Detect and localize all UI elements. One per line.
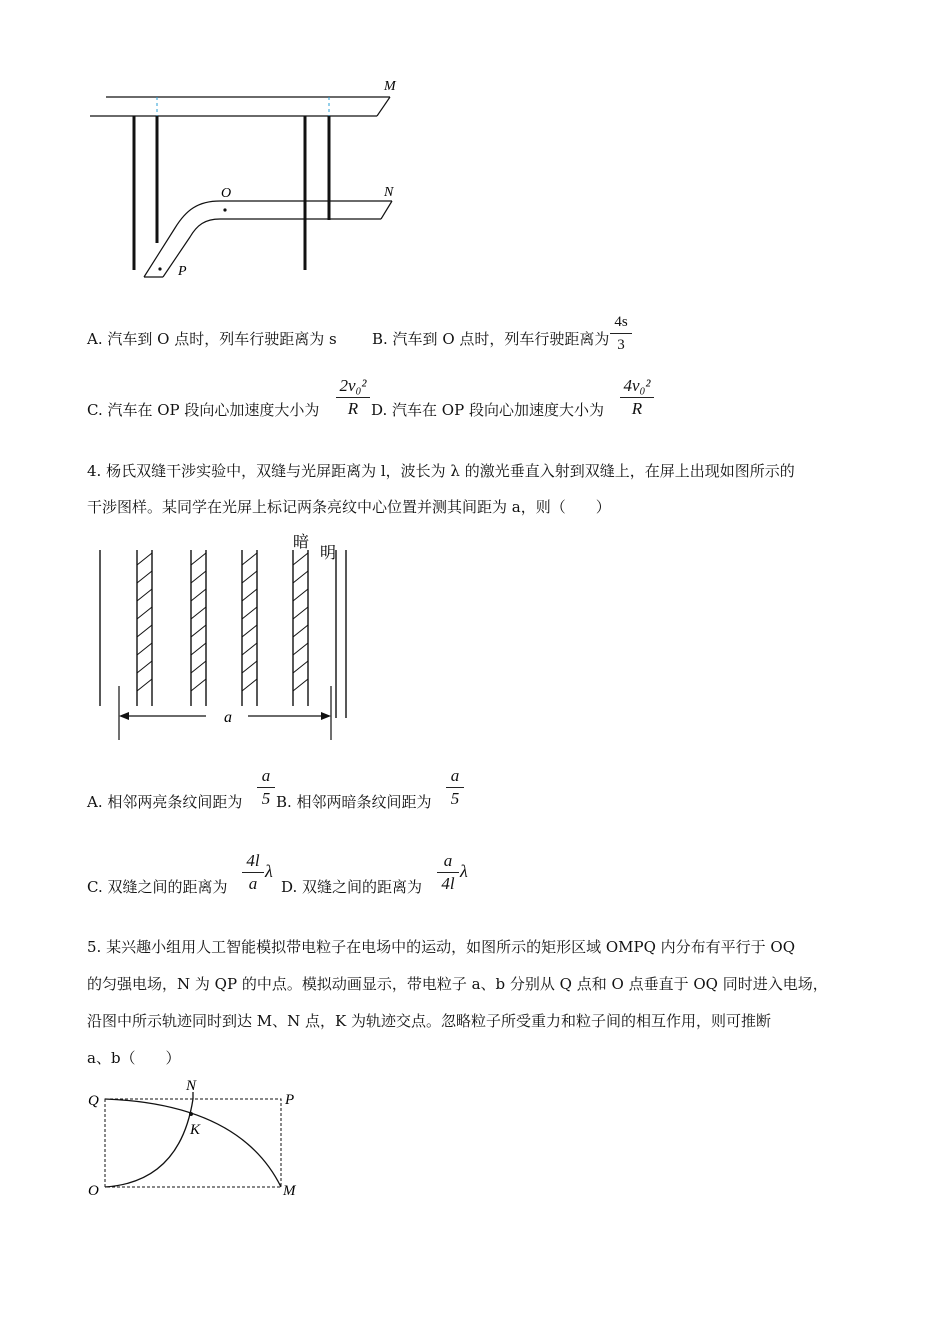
q4-option-b: B. 相邻两暗条纹间距为 — [276, 793, 432, 811]
figure-interference-pattern — [90, 528, 360, 746]
q5-stem-line-2: 的匀强电场，N 为 QP 的中点。模拟动画显示，带电粒子 a、b 分别从 Q 点和 O 点垂直于 OQ 同时进入电场， — [87, 975, 828, 993]
dashed-guides — [157, 97, 329, 116]
label-m: M — [283, 1183, 296, 1199]
label-o: O — [221, 186, 232, 201]
label-dark: 暗 — [293, 534, 310, 551]
figure-train-car — [80, 70, 410, 290]
q5-stem-line-4: a、b（ ） — [87, 1049, 181, 1067]
hatching — [137, 553, 308, 691]
q3-option-c: C. 汽车在 OP 段向心加速度大小为 — [87, 401, 320, 419]
q4-option-d-lambda: λ — [460, 861, 468, 881]
q4-option-c-lambda: λ — [265, 861, 273, 881]
label-q: Q — [88, 1093, 99, 1109]
region-ompq — [105, 1099, 281, 1187]
q4-stem-line-1: 4. 杨氏双缝干涉实验中，双缝与光屏距离为 l，波长为 λ 的激光垂直入射到双缝上，在屏上出现如图所示的 — [87, 462, 795, 480]
label-o: O — [88, 1183, 99, 1199]
q4-option-a: A. 相邻两亮条纹间距为 — [87, 793, 243, 811]
q5-stem-line-1: 5. 某兴趣小组用人工智能模拟带电粒子在电场中的运动，如图所示的矩形区域 OMPQ 内分布有平行于 OQ — [87, 938, 796, 956]
q3-option-a: A. 汽车到 O 点时，列车行驶距离为 s — [87, 330, 337, 348]
q3-option-d-fraction: 4v₀² R — [620, 376, 654, 419]
label-n: N — [384, 185, 394, 200]
label-m: M — [384, 79, 396, 94]
q4-option-d: D. 双缝之间的距离为 — [281, 878, 423, 896]
q3-option-b-fraction: 4s 3 — [610, 312, 632, 355]
label-a: a — [224, 709, 232, 726]
q4-option-c-fraction: 4l a — [242, 851, 264, 894]
q4-option-c: C. 双缝之间的距离为 — [87, 878, 228, 896]
point-o — [223, 208, 226, 211]
fringe-lines — [100, 550, 346, 718]
trajectory-b — [105, 1099, 193, 1187]
q3-option-d: D. 汽车在 OP 段向心加速度大小为 — [371, 401, 604, 419]
q4-option-b-fraction: a 5 — [446, 766, 464, 809]
point-p — [158, 267, 161, 270]
figure-electric-field — [80, 1076, 320, 1206]
q3-option-c-fraction: 2v₀² R — [336, 376, 370, 419]
trajectory-a — [105, 1099, 281, 1187]
label-n: N — [186, 1078, 197, 1094]
point-k — [189, 1112, 193, 1116]
rail-m — [90, 97, 390, 116]
label-p: P — [285, 1092, 295, 1108]
label-p: P — [178, 264, 187, 279]
q4-option-d-fraction: a 4l — [437, 851, 459, 894]
q3-option-b: B. 汽车到 O 点时，列车行驶距离为 — [372, 330, 610, 348]
label-k: K — [190, 1122, 201, 1138]
label-bright: 明 — [320, 545, 337, 562]
q4-stem-line-2: 干涉图样。某同学在光屏上标记两条亮纹中心位置并测其间距为 a，则（ ） — [87, 498, 611, 516]
q5-stem-line-3: 沿图中所示轨迹同时到达 M、N 点，K 为轨迹交点。忽略粒子所受重力和粒子间的相互作用，则可推断 — [87, 1012, 771, 1030]
q4-option-a-fraction: a 5 — [257, 766, 275, 809]
